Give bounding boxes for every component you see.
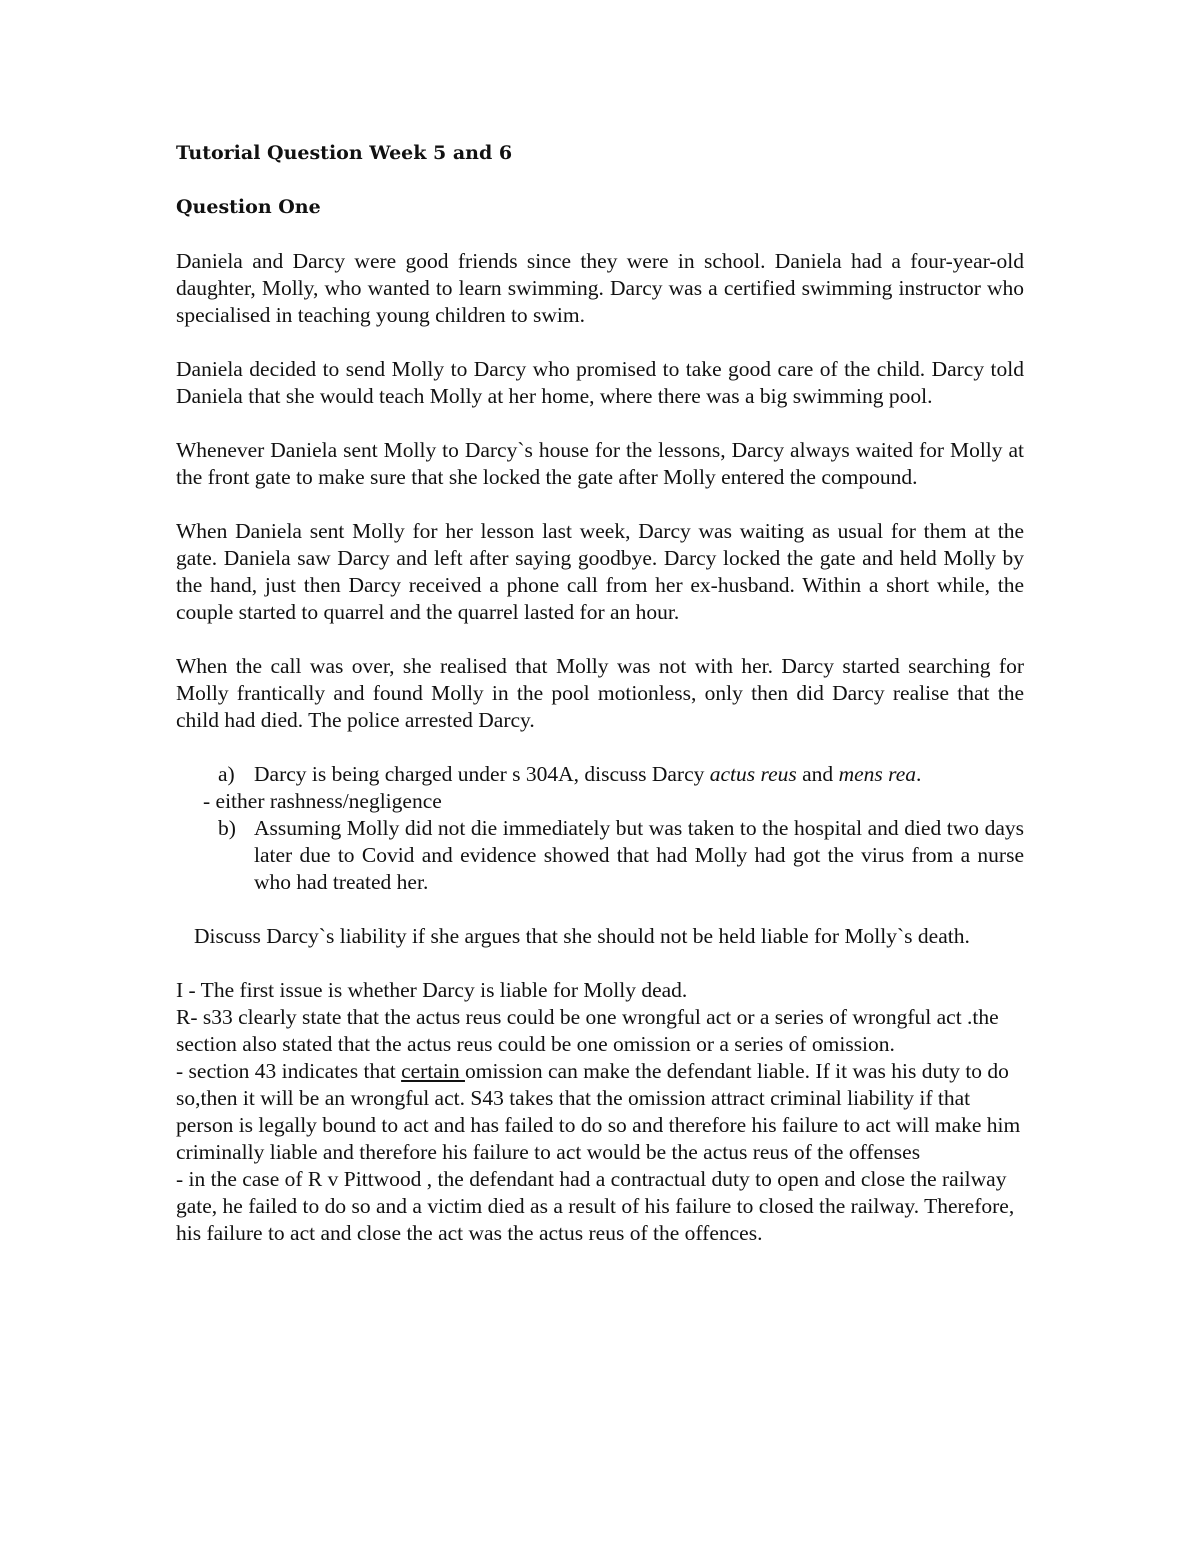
item-a-text-1: Darcy is being charged under s 304A, discuss Darcy [254, 762, 710, 786]
document-page [176, 140, 1024, 1247]
list-marker-b: b) [218, 816, 236, 840]
item-b-text: Assuming Molly did not die immediately but was taken to the hospital and died two days later due to Covid and evidence showed that had Molly had got the virus from a nurse who had treated her. [254, 816, 1024, 894]
paragraph-5: When the call was over, she realised that Molly was not with her. Darcy started searching for Molly frantically and found Molly in the pool motionless, only then did Darcy realise that the child had died. The police arrested Darcy. [176, 654, 1024, 732]
list-marker-a: a) [218, 762, 235, 786]
item-a-text-2: and [796, 762, 839, 786]
rule-2-before: - section 43 indicates that [176, 1059, 402, 1083]
analysis-rule-1: R- s33 clearly state that the actus reus could be one wrongful act or a series of wrongful act .the section also stated that the actus reus could be one omission or a series of omission. [176, 1005, 999, 1056]
paragraph-4: When Daniela sent Molly for her lesson last week, Darcy was waiting as usual for them at the gate. Daniela saw Darcy and left after saying goodbye. Darcy locked the gate and held Molly by the hand, just then Darcy received a phone call from her ex-husband. Within a short while, the couple started to quarrel and the quarrel lasted for an hour. [176, 519, 1024, 624]
list-item-b [176, 815, 1024, 896]
document-title: Tutorial Question Week 5 and 6 [176, 142, 513, 164]
item-a-text-3: . [916, 762, 922, 786]
item-a-mens-rea: mens rea [838, 762, 916, 786]
paragraph-3: Whenever Daniela sent Molly to Darcy`s house for the lessons, Darcy always waited for Molly at the front gate to make sure that she locked the gate after Molly entered the compound. [176, 438, 1024, 489]
item-a-actus-reus: actus reus [709, 762, 797, 786]
question-heading: Question One [176, 196, 321, 218]
analysis-rule-2 [176, 1058, 1024, 1166]
discuss-paragraph: Discuss Darcy`s liability if she argues that she should not be held liable for Molly`s death. [194, 924, 970, 948]
list-item-a [176, 761, 1024, 788]
rule-2-underlined: certain [401, 1059, 465, 1083]
analysis-rule-3: - in the case of R v Pittwood , the defendant had a contractual duty to open and close the railway gate, he failed to do so and a victim died as a result of his failure to closed the railway. Therefore, his failure to act and close the act was the actus reus of the offences. [176, 1167, 1015, 1245]
note-a: - either rashness/negligence [203, 789, 442, 813]
rule-2-after: omission can make the defendant liable. If it was his duty to do so,then it will be an wrongful act. S43 takes that the omission attract criminal liability if that person is legally bound to act and has failed to do so and therefore his failure to act will make him criminally liable and therefore his failure to act would be the actus reus of the offenses [176, 1059, 1021, 1164]
paragraph-2: Daniela decided to send Molly to Darcy who promised to take good care of the child. Darcy told Daniela that she would teach Molly at her home, where there was a big swimming pool. [176, 357, 1024, 408]
paragraph-1: Daniela and Darcy were good friends since they were in school. Daniela had a four-year-old daughter, Molly, who wanted to learn swimming. Darcy was a certified swimming instructor who specialised in teaching young children to swim. [176, 249, 1024, 327]
analysis-section [176, 977, 1024, 1247]
analysis-issue: I - The first issue is whether Darcy is liable for Molly dead. [176, 978, 688, 1002]
